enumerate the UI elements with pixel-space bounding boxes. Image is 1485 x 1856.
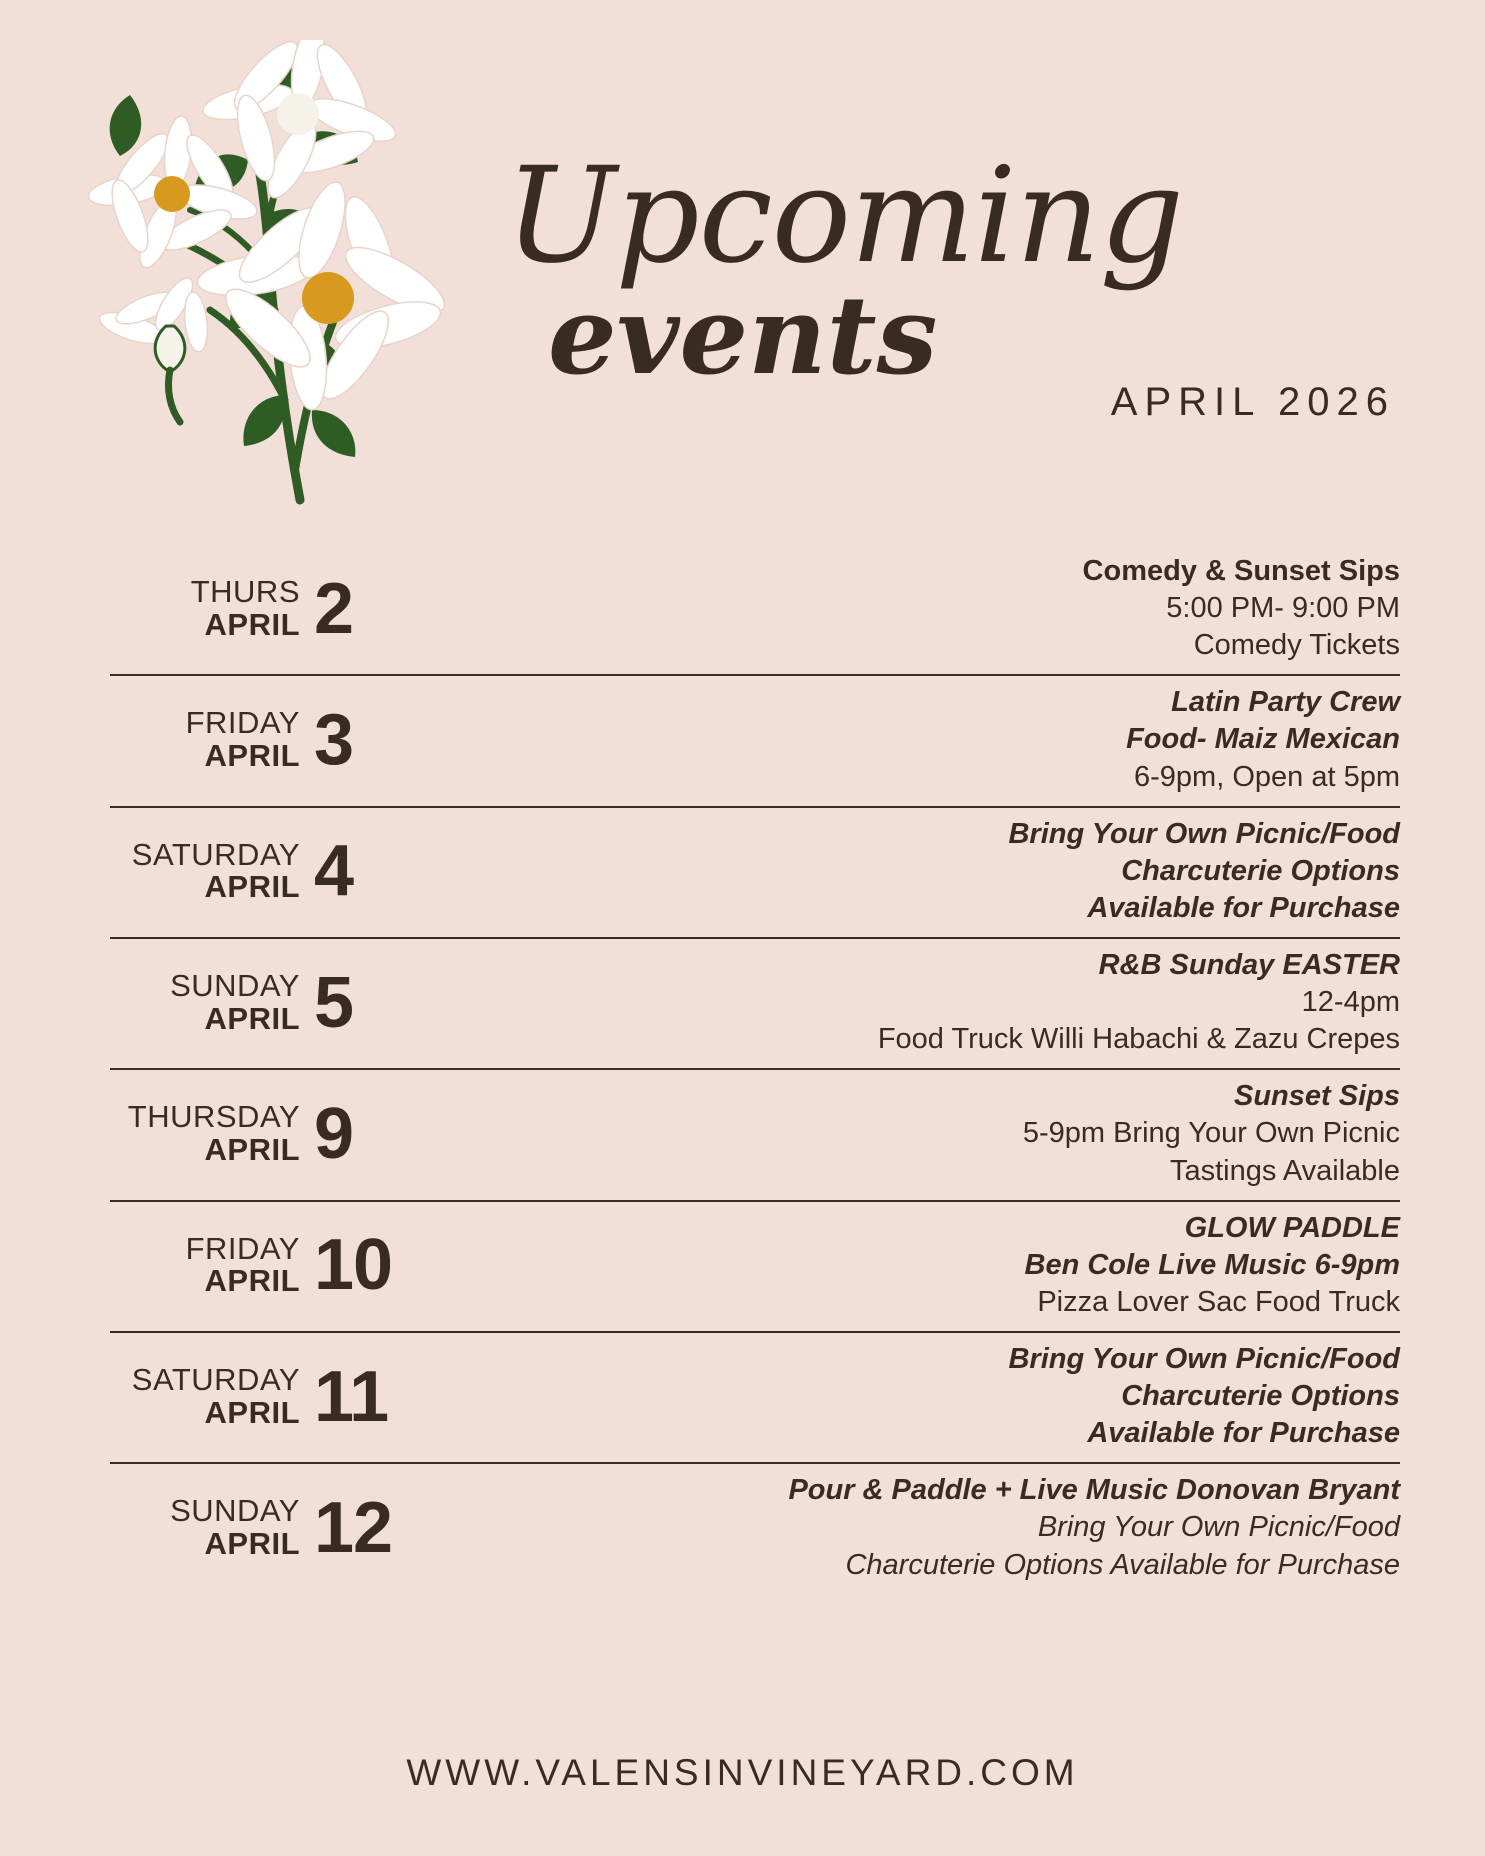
event-row [110,808,1400,939]
event-day-number: 10 [314,1225,393,1306]
event-day-number: 3 [314,699,354,780]
event-detail-line: 12-4pm [1301,986,1400,1019]
event-detail-line: Available for Purchase [1087,1417,1400,1450]
event-detail-block [370,1078,1400,1189]
event-row [110,1464,1400,1593]
event-date-block [110,831,370,912]
event-detail-line: 5-9pm Bring Your Own Picnic [1022,1117,1400,1150]
event-date-block [110,1356,389,1437]
poster-header [0,139,1485,470]
event-month: APRIL [204,737,300,773]
events-list [110,545,1400,1594]
event-month: APRIL [204,869,300,905]
event-detail-line: Comedy Tickets [1193,629,1400,662]
event-day-of-week: THURS [190,574,300,610]
event-date-words [110,836,314,905]
event-day-of-week: SATURDAY [131,836,300,872]
event-detail-line: 6-9pm, Open at 5pm [1134,760,1400,793]
event-detail-line: Charcuterie Options Available for Purchase [845,1548,1400,1581]
event-day-of-week: SATURDAY [131,1362,300,1398]
event-day-number: 2 [314,568,354,649]
event-day-of-week: THURSDAY [127,1099,300,1135]
event-detail-line: Ben Cole Live Music 6-9pm [1024,1248,1400,1281]
event-date-words [110,1364,314,1429]
event-date-block [110,962,370,1043]
event-month: APRIL [204,1263,300,1299]
event-date-words [110,970,314,1035]
event-detail-block [370,947,1400,1058]
event-detail-line: GLOW PADDLE [1184,1211,1400,1244]
event-day-of-week: FRIDAY [185,1230,300,1266]
event-detail-line: Bring Your Own Picnic/Food [1037,1511,1400,1544]
event-date-block [110,568,370,649]
event-day-number: 5 [314,962,354,1043]
page-title-line-2: events [548,273,938,399]
event-detail-line: Charcuterie Options [1121,1380,1400,1413]
event-detail-line: Pizza Lover Sac Food Truck [1037,1285,1400,1318]
event-date-words [110,1495,314,1560]
event-detail-line: Available for Purchase [1087,891,1400,924]
event-row [110,1333,1400,1464]
event-month: APRIL [204,1394,300,1430]
event-detail-line: 5:00 PM- 9:00 PM [1166,592,1400,625]
event-detail-line: Tastings Available [1169,1154,1400,1187]
event-date-block [110,1225,393,1306]
event-row [110,1202,1400,1333]
event-detail-line: Charcuterie Options [1121,854,1400,887]
event-row [110,676,1400,807]
event-row [110,1070,1400,1201]
event-date-words [110,576,314,641]
event-detail-block [388,1341,1400,1452]
event-day-number: 11 [314,1356,389,1437]
event-day-of-week: SUNDAY [170,1493,300,1529]
event-detail-line: Bring Your Own Picnic/Food [1008,1342,1400,1375]
event-detail-line: Bring Your Own Picnic/Food [1008,817,1400,850]
event-day-number: 4 [314,831,354,912]
event-date-block [110,699,370,780]
website-footer: WWW.VALENSINVINEYARD.COM [406,1752,1079,1793]
event-date-words [110,707,314,772]
event-detail-line: Food Truck Willi Habachi & Zazu Crepes [877,1023,1400,1056]
event-detail-line: Latin Party Crew [1171,686,1400,719]
event-detail-block [392,1210,1400,1321]
event-day-of-week: FRIDAY [185,705,300,741]
month-year-label: APRIL 2026 [1110,380,1395,424]
event-detail-block [370,684,1400,795]
event-day-of-week: SUNDAY [170,968,300,1004]
page-title-line-1: Upcoming [505,139,1184,293]
event-month: APRIL [204,1131,300,1167]
event-month: APRIL [204,1525,300,1561]
event-detail-line: R&B Sunday EASTER [1098,948,1400,981]
event-month: APRIL [204,1000,300,1036]
event-date-block [110,1093,370,1174]
event-detail-block [370,553,1400,664]
event-month: APRIL [204,606,300,642]
event-row [110,939,1400,1070]
event-detail-block [370,816,1400,927]
event-date-words [110,1101,314,1166]
event-day-number: 9 [314,1093,354,1174]
event-date-block [110,1487,393,1568]
event-detail-line: Food- Maiz Mexican [1126,723,1400,756]
daisy-center-light [277,93,319,135]
event-detail-block [392,1472,1400,1583]
event-detail-line: Comedy & Sunset Sips [1082,555,1400,587]
event-date-words [110,1230,314,1299]
event-detail-line: Sunset Sips [1234,1080,1400,1113]
event-detail-line: Pour & Paddle + Live Music Donovan Bryant [788,1474,1400,1507]
event-day-number: 12 [314,1487,393,1568]
event-row [110,545,1400,676]
